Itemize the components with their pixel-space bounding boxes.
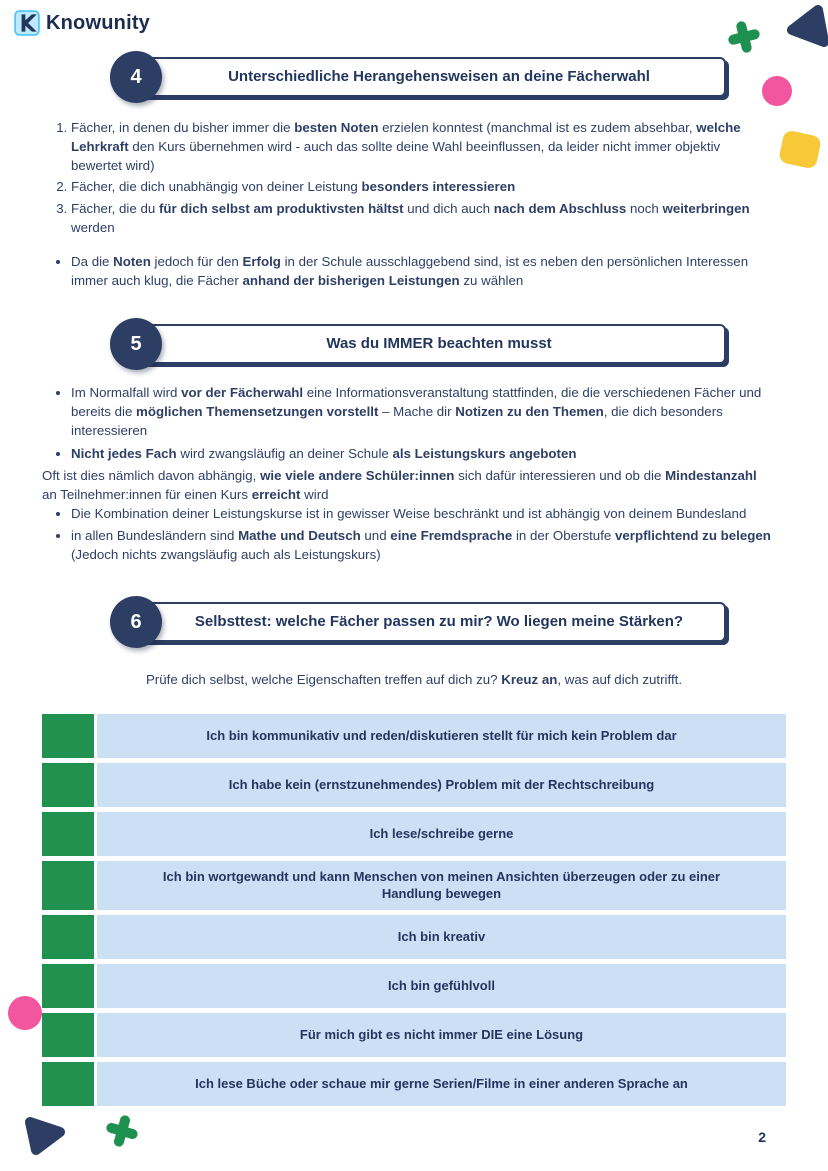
- list-item: • Nicht jedes Fach wird zwangsläufig an deiner Schule als Leistungskurs angeboten: [71, 444, 772, 463]
- checkbox-cell[interactable]: [42, 1013, 94, 1057]
- subject-choice-approaches-list: [56, 118, 772, 237]
- section-4-title: Unterschiedliche Herangehensweisen an deine Fächerwahl: [228, 68, 650, 85]
- selftest-statement: Ich bin wortgewandt und kann Menschen von meinen Ansichten überzeugen oder zu einer Handlung bewegen: [97, 861, 786, 910]
- checkbox-cell[interactable]: [42, 1062, 94, 1106]
- selftest-statement: Ich bin kreativ: [97, 915, 786, 959]
- table-row: [42, 714, 786, 758]
- table-row: [42, 1062, 786, 1106]
- list-item: • Da die Noten jedoch für den Erfolg in der Schule ausschlaggebend sind, ist es neben den persönlichen Interessen immer auch klug, die Fächer anhand der bisherigen Leistungen zu wählen: [71, 252, 772, 290]
- list-item: • Im Normalfall wird vor der Fächerwahl eine Informationsveranstaltung stattfinden, die die verschiedenen Fächer und bereits die möglichen Themensetzungen vorstellt – Mache dir Notizen zu den Themen, die dich besonders interessieren: [71, 383, 772, 440]
- knowunity-logo-icon: [14, 10, 40, 36]
- section-4-title-box: [136, 57, 726, 97]
- section-5-bullet-list-a: [56, 383, 772, 463]
- plus-shape-decoration-bottom: [102, 1111, 142, 1151]
- table-row: [42, 915, 786, 959]
- selftest-table: [42, 714, 786, 1106]
- list-item: 1. Fächer, in denen du bisher immer die besten Noten erzielen konntest (manchmal ist es zudem absehbar, welche Lehrkraft den Kurs übernehmen wird - auch das sollte deine Wahl beeinflussen, da leider nicht immer objektiv bewertet wird): [71, 118, 772, 175]
- section-5-paragraph: Oft ist dies nämlich davon abhängig, wie viele andere Schüler:innen sich dafür interessieren und ob die Mindestanzahl an Teilnehmer:innen für einen Kurs erreicht wird: [42, 467, 757, 502]
- checkbox-cell[interactable]: [42, 812, 94, 856]
- section-5-number-badge: 5: [110, 318, 162, 370]
- selftest-statement: Ich bin gefühlvoll: [97, 964, 786, 1008]
- selftest-statement: Ich lese/schreibe gerne: [97, 812, 786, 856]
- section-5-title: Was du IMMER beachten musst: [326, 335, 552, 353]
- section-4-note-list: [56, 252, 772, 290]
- list-item: 3. Fächer, die du für dich selbst am produktivsten hältst und dich auch nach dem Abschluss noch weiterbringen werden: [71, 199, 772, 237]
- list-item: 2. Fächer, die dich unabhängig von deiner Leistung besonders interessieren: [71, 177, 772, 196]
- section-4-header: [110, 51, 726, 103]
- table-row: [42, 812, 786, 856]
- checkbox-cell[interactable]: [42, 861, 94, 910]
- section-6-header: [110, 596, 726, 648]
- section-6-title-box: [136, 602, 726, 642]
- checkbox-cell[interactable]: [42, 964, 94, 1008]
- table-row: [42, 1013, 786, 1057]
- selftest-statement: Ich bin kommunikativ und reden/diskutieren stellt für mich kein Problem dar: [97, 714, 786, 758]
- triangle-decoration-bottom-left: [18, 1106, 72, 1160]
- document-content: [0, 51, 828, 1106]
- knowunity-logo[interactable]: [14, 10, 150, 36]
- section-5-header: [110, 318, 726, 370]
- section-6-title: Selbsttest: welche Fächer passen zu mir? Wo liegen meine Stärken?: [194, 613, 684, 631]
- section-5-bullet-list-b: [56, 504, 772, 564]
- list-item: • in allen Bundesländern sind Mathe und Deutsch und eine Fremdsprache in der Oberstufe verpflichtend zu belegen (Jedoch nichts zwangsläufig auch als Leistungskurs): [71, 526, 772, 564]
- checkbox-cell[interactable]: [42, 915, 94, 959]
- table-row: [42, 763, 786, 807]
- selftest-intro: Prüfe dich selbst, welche Eigenschaften treffen auf dich zu? Kreuz an, was auf dich zutrifft.: [145, 672, 683, 688]
- table-row: [42, 861, 786, 910]
- selftest-statement: Ich lese Büche oder schaue mir gerne Serien/Filme in einer anderen Sprache an: [97, 1062, 786, 1106]
- list-item: • Die Kombination deiner Leistungskurse ist in gewisser Weise beschränkt und ist abhängig von deinem Bundesland: [71, 504, 772, 523]
- section-4-number-badge: 4: [110, 51, 162, 103]
- page-number: 2: [758, 1129, 766, 1145]
- table-row: [42, 964, 786, 1008]
- section-6-number-badge: 6: [110, 596, 162, 648]
- selftest-statement: Ich habe kein (ernstzunehmendes) Problem mit der Rechtschreibung: [97, 763, 786, 807]
- section-5-title-box: [136, 324, 726, 364]
- selftest-statement: Für mich gibt es nicht immer DIE eine Lösung: [97, 1013, 786, 1057]
- checkbox-cell[interactable]: [42, 763, 94, 807]
- brand-name: Knowunity: [46, 11, 151, 34]
- checkbox-cell[interactable]: [42, 714, 94, 758]
- triangle-decoration-top-right: [778, 0, 828, 58]
